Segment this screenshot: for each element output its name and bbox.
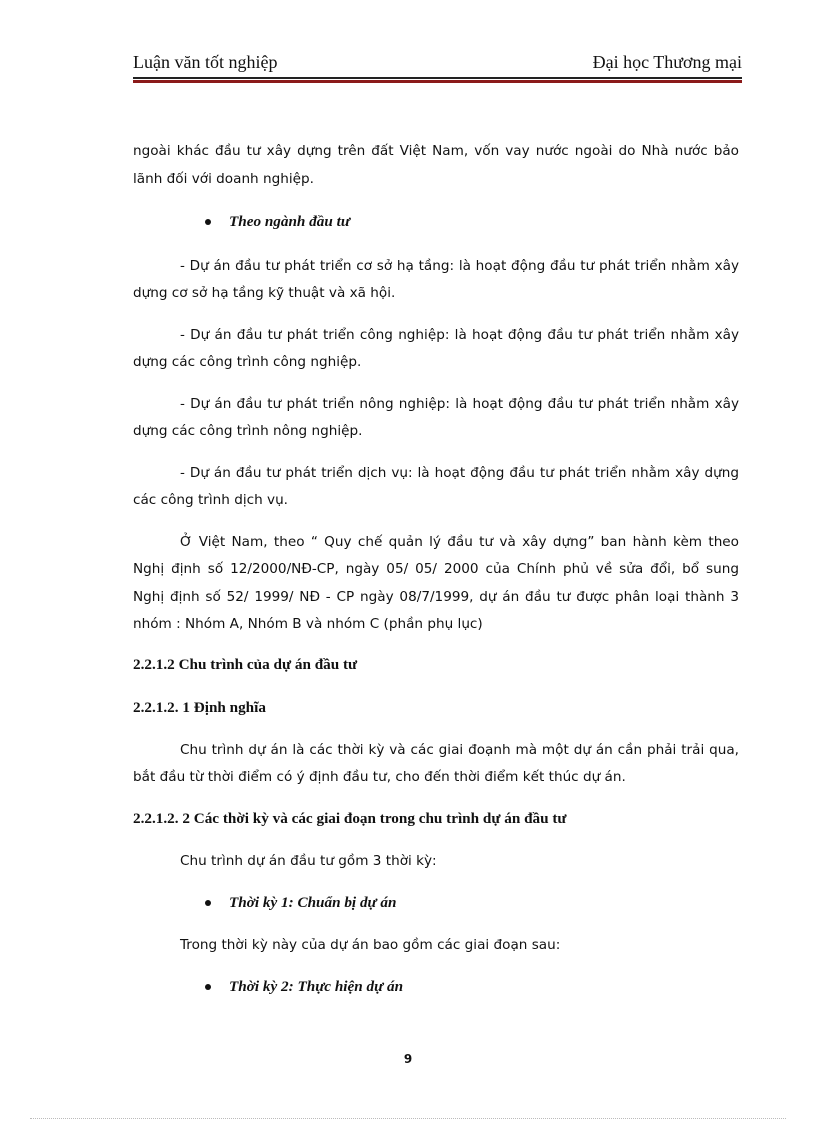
heading-definition: 2.2.1.2. 1 Định nghĩa bbox=[133, 699, 266, 716]
page-number: 9 bbox=[403, 1052, 413, 1066]
bullet-dot bbox=[205, 900, 211, 906]
intro-line-1: ngoài khác đầu tư xây dựng trên đất Việt Nam, vốn vay nước ngoài do Nhà nước bảo bbox=[133, 143, 739, 159]
header-university: Đại học Thương mại bbox=[592, 52, 742, 72]
header-rule-accent bbox=[133, 80, 742, 83]
sector-item-2-line-1: - Dự án đầu tư phát triển công nghiệp: là hoạt động đầu tư phát triển nhằm xây bbox=[180, 327, 739, 343]
definition-para-line-2: bắt đầu từ thời điểm có ý định đầu tư, cho đến thời điểm kết thúc dự án. bbox=[133, 769, 626, 785]
sector-item-1-line-2: dựng cơ sở hạ tầng kỹ thuật và xã hội. bbox=[133, 285, 396, 301]
definition-para-line-1: Chu trình dự án là các thời kỳ và các giai đoạnh mà một dự án cần phải trải qua, bbox=[180, 742, 739, 758]
vietnam-para-line-2: Nghị định số 12/2000/NĐ-CP, ngày 05/ 05/ 2000 của Chính phủ về sửa đổi, bổ sung bbox=[133, 561, 739, 577]
bullet-dot bbox=[205, 984, 211, 990]
bullet-dot bbox=[205, 219, 211, 225]
page-header bbox=[133, 52, 742, 76]
sector-item-2-line-2: dựng các công trình công nghiệp. bbox=[133, 354, 362, 370]
header-rule bbox=[133, 77, 742, 79]
period-1-text: Trong thời kỳ này của dự án bao gồm các giai đoạn sau: bbox=[180, 937, 561, 953]
heading-periods: 2.2.1.2. 2 Các thời kỳ và các giai đoạn trong chu trình dự án đầu tư bbox=[133, 810, 567, 827]
page-bottom-border bbox=[30, 1118, 786, 1119]
intro-line-2: lãnh đối với doanh nghiệp. bbox=[133, 171, 314, 187]
vietnam-para-line-1: Ở Việt Nam, theo “ Quy chế quản lý đầu tư và xây dựng” ban hành kèm theo bbox=[180, 534, 739, 550]
bullet-period-2: Thời kỳ 2: Thực hiện dự án bbox=[229, 978, 404, 995]
sector-item-3-line-2: dựng các công trình nông nghiệp. bbox=[133, 423, 363, 439]
bullet-period-1: Thời kỳ 1: Chuẩn bị dự án bbox=[229, 894, 397, 911]
header-thesis-title: Luận văn tốt nghiệp bbox=[133, 52, 278, 72]
vietnam-para-line-4: nhóm : Nhóm A, Nhóm B và nhóm C (phần phụ lục) bbox=[133, 616, 483, 632]
sector-item-3-line-1: - Dự án đầu tư phát triển nông nghiệp: là hoạt động đầu tư phát triển nhằm xây bbox=[180, 396, 739, 412]
sector-item-4-line-1: - Dự án đầu tư phát triển dịch vụ: là hoạt động đầu tư phát triển nhằm xây dựng bbox=[180, 465, 739, 481]
bullet-sector-heading: Theo ngành đầu tư bbox=[229, 213, 350, 230]
heading-cycle: 2.2.1.2 Chu trình của dự án đầu tư bbox=[133, 656, 358, 673]
vietnam-para-line-3: Nghị định số 52/ 1999/ NĐ - CP ngày 08/7/1999, dự án đầu tư được phân loại thành 3 bbox=[133, 589, 739, 605]
sector-item-4-line-2: các công trình dịch vụ. bbox=[133, 492, 289, 508]
periods-intro: Chu trình dự án đầu tư gồm 3 thời kỳ: bbox=[180, 853, 437, 869]
sector-item-1-line-1: - Dự án đầu tư phát triển cơ sở hạ tầng: là hoạt động đầu tư phát triển nhằm xây bbox=[180, 258, 739, 274]
